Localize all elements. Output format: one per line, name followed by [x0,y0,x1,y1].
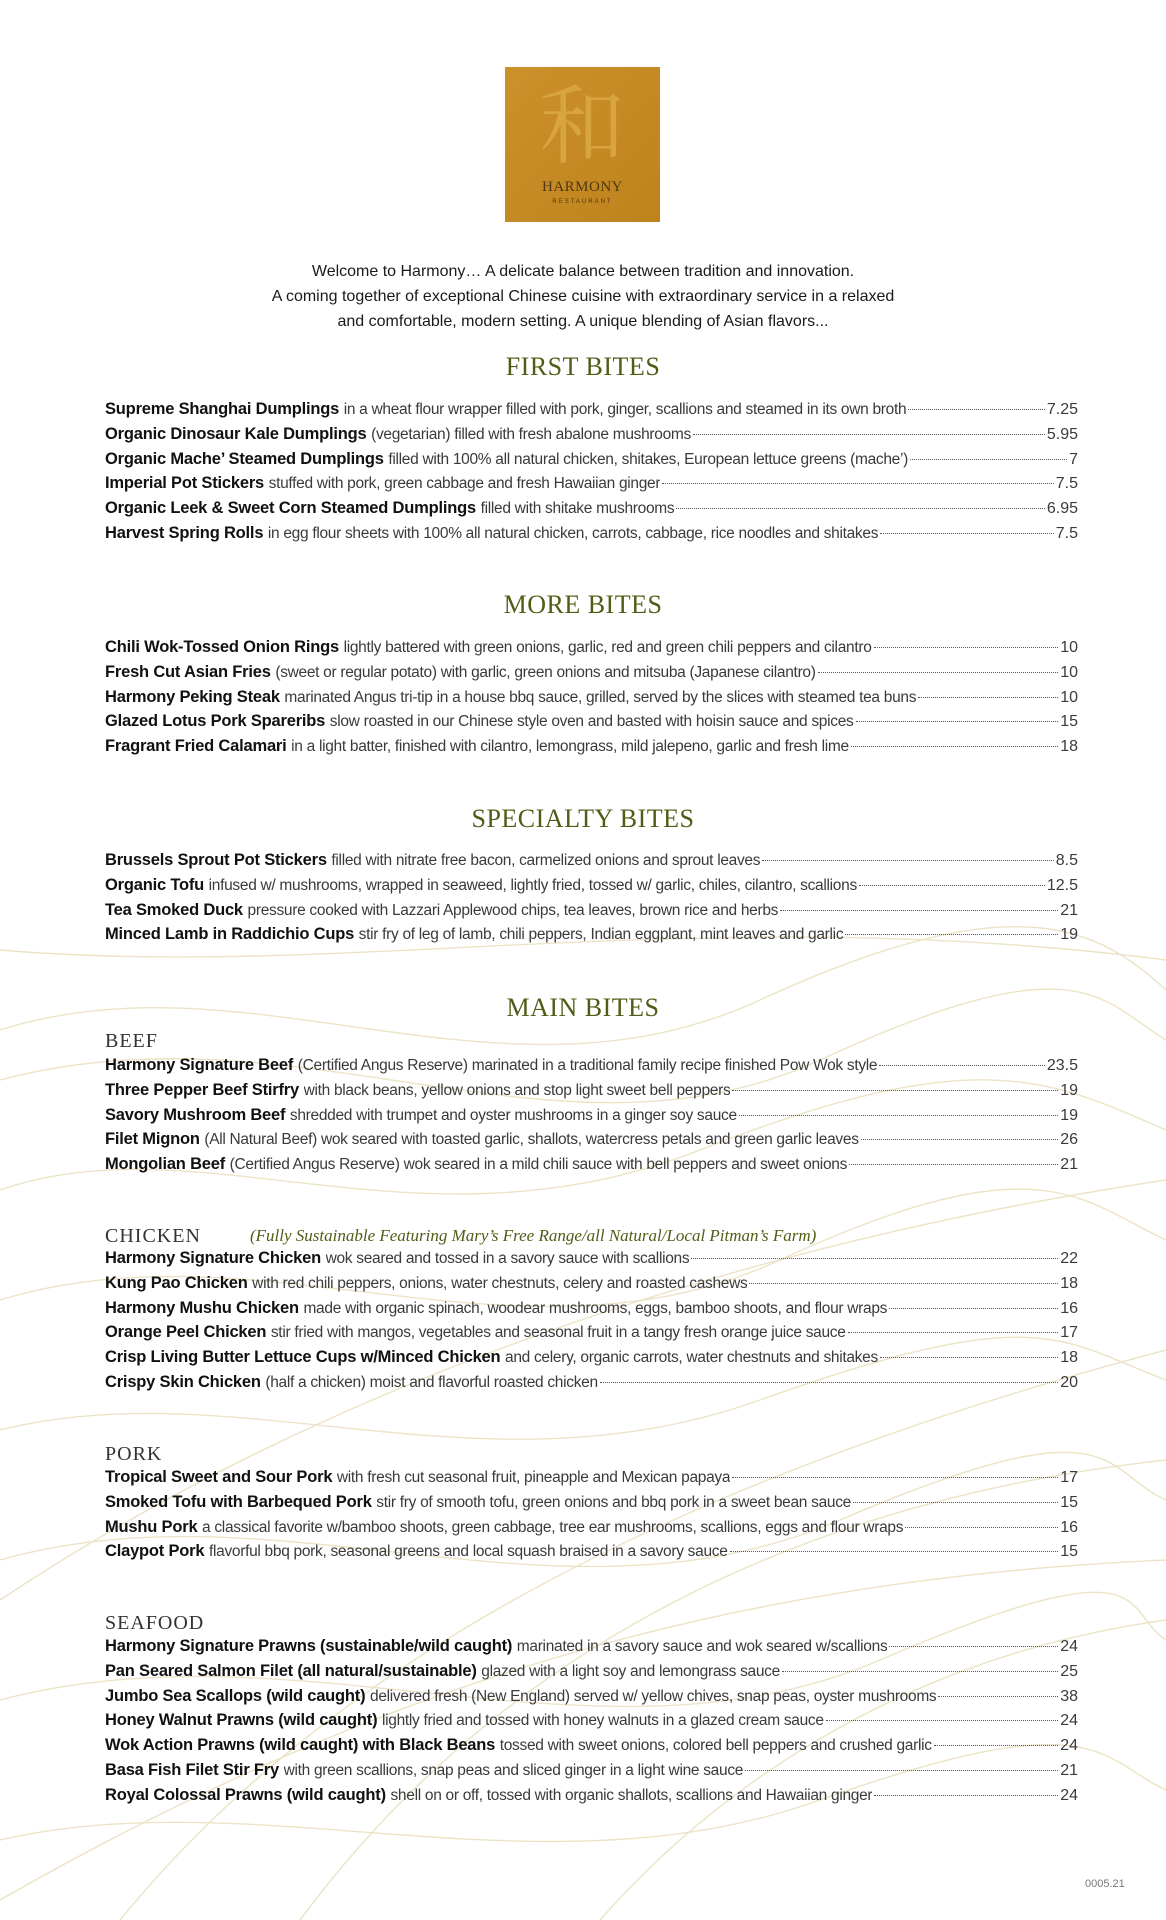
menu-item [105,1323,1078,1348]
more-bites-list [105,638,1078,762]
menu-item-name: Supreme Shanghai Dumplings [105,400,340,418]
seafood-list [105,1637,1078,1811]
menu-item-name: Tropical Sweet and Sour Pork [105,1468,333,1486]
section-title-main-bites: MAIN BITES [506,993,660,1022]
dot-leader [600,1382,1058,1383]
menu-item-name: Organic Dinosaur Kale Dumplings [105,424,367,443]
menu-item-description: a classical favorite w/bamboo shoots, green cabbage, tree ear mushrooms, scallions, eggs and flour wraps [202,1518,904,1536]
menu-item-name: Orange Peel Chicken [105,1323,267,1342]
menu-item-name: Harmony Signature Beef [105,1056,294,1074]
subsection-title-beef: BEEF [105,1030,158,1052]
menu-item-name: Mongolian Beef [105,1155,226,1174]
dot-leader [874,1795,1058,1796]
subsection-title-seafood: SEAFOOD [105,1612,205,1634]
menu-item-name: Harvest Spring Rolls [105,523,264,542]
menu-item-price: 17 [1060,1324,1078,1342]
menu-item [105,1736,1078,1761]
menu-item [105,712,1078,737]
menu-item [105,1637,1078,1662]
first-bites-list [105,400,1078,549]
menu-item [105,400,1078,425]
menu-item-description: in a light batter, finished with cilantro, lemongrass, mild jalepeno, garlic and fresh lime [291,738,849,756]
menu-item-name: Jumbo Sea Scallops (wild caught) [105,1686,366,1705]
menu-item-name: Minced Lamb in Raddichio Cups [105,925,355,944]
menu-item-price: 21 [1060,901,1078,919]
menu-item-price: 7.5 [1055,524,1078,542]
logo-subtitle: RESTAURANT [552,199,613,205]
specialty-bites-list [105,851,1078,950]
menu-item-price: 18 [1060,1349,1078,1367]
chicken-sourcing-note: (Fully Sustainable Featuring Mary’s Free Range/all Natural/Local Pitman’s Farm) [250,1226,817,1245]
menu-item-price: 7.5 [1055,475,1078,493]
dot-leader [818,672,1059,673]
menu-item-price: 16 [1060,1299,1078,1317]
menu-item-name: Organic Mache’ Steamed Dumplings [105,449,384,468]
subsection-title-chicken: CHICKEN [105,1225,201,1247]
menu-item-price: 20 [1060,1373,1078,1391]
dot-leader [861,1139,1059,1140]
menu-item-name: Crispy Skin Chicken [105,1372,261,1391]
menu-item [105,1711,1078,1736]
menu-item-description: shell on or off, tossed with organic shallots, scallions and Hawaiian ginger [390,1786,873,1804]
menu-item-price: 16 [1060,1518,1078,1536]
menu-item [105,901,1078,926]
menu-item-price: 15 [1060,1543,1078,1561]
menu-item-description: slow roasted in our Chinese style oven and basted with hoisin sauce and spices [329,713,854,731]
menu-item-description: flavorful bbq pork, seasonal greens and local squash braised in a savory sauce [208,1543,728,1561]
menu-item-name: Tea Smoked Duck [105,900,243,919]
dot-leader [880,1357,1058,1358]
dot-leader [693,434,1045,435]
menu-item-name: Brussels Sprout Pot Stickers [105,851,327,869]
section-title-specialty-bites: SPECIALTY BITES [471,804,695,833]
menu-item-price: 15 [1060,1493,1078,1511]
section-title-more-bites: MORE BITES [503,590,663,619]
dot-leader [879,1065,1045,1066]
menu-item-name: Harmony Peking Steak [105,687,280,706]
dot-leader [782,1671,1058,1672]
menu-item [105,1056,1078,1081]
menu-item-description: delivered fresh (New England) served w/ yellow chives, snap peas, oyster mushrooms [370,1687,937,1705]
menu-item-name: Royal Colossal Prawns (wild caught) [105,1785,386,1804]
menu-item-price: 5.95 [1046,425,1078,443]
menu-item-price: 10 [1060,688,1078,706]
menu-item-name: Wok Action Prawns (wild caught) with Black Beans [105,1736,496,1755]
menu-item-name: Smoked Tofu with Barbequed Pork [105,1492,372,1511]
intro-line: Welcome to Harmony… A delicate balance between tradition and innovation. [311,263,855,280]
footer-code: 0005.21 [1085,1878,1125,1890]
menu-item-description: filled with nitrate free bacon, carmelized onions and sprout leaves [331,852,761,869]
subsection-title-pork: PORK [105,1443,163,1465]
intro-line: A coming together of exceptional Chinese cuisine with extraordinary service in a relaxed [271,288,895,305]
dot-leader [853,1502,1058,1503]
menu-item-description: (half a chicken) moist and flavorful roasted chicken [265,1373,598,1391]
menu-item-description: filled with shitake mushrooms [480,500,675,518]
menu-item [105,1373,1078,1398]
menu-item [105,737,1078,762]
menu-item [105,1786,1078,1811]
menu-item-name: Pan Seared Salmon Filet (all natural/sustainable) [105,1661,477,1680]
menu-item [105,1249,1078,1274]
menu-item-price: 19 [1060,1081,1078,1099]
dot-leader [732,1090,1058,1091]
logo-character: 和 [539,77,626,177]
menu-item-description: with fresh cut seasonal fruit, pineapple and Mexican papaya [336,1469,731,1486]
menu-item-name: Harmony Signature Chicken [105,1249,321,1267]
intro-line: and comfortable, modern setting. A unique blending of Asian flavors... [337,313,829,330]
menu-item-price: 24 [1060,1638,1078,1655]
menu-item-name: Harmony Signature Prawns (sustainable/wild caught) [105,1637,513,1655]
menu-item [105,1348,1078,1373]
pork-list [105,1468,1078,1567]
menu-item-description: (vegetarian) filled with fresh abalone mushrooms [371,425,691,443]
menu-item-price: 18 [1060,738,1078,756]
menu-item-description: marinated in a savory sauce and wok seared w/scallions [516,1638,888,1655]
menu-item-price: 15 [1060,713,1078,731]
menu-item [105,638,1078,663]
dot-leader [938,1696,1058,1697]
menu-item [105,1081,1078,1106]
dot-leader [880,533,1054,534]
menu-item [105,1493,1078,1518]
welcome-intro [183,259,983,334]
menu-item-description: with red chili peppers, onions, water chestnuts, celery and roasted cashews [252,1274,748,1292]
menu-item-price: 26 [1060,1131,1078,1149]
menu-item [105,1542,1078,1567]
menu-item [105,1274,1078,1299]
dot-leader [762,860,1054,861]
dot-leader [851,746,1058,747]
menu-item-price: 23.5 [1046,1057,1078,1074]
menu-item [105,1299,1078,1324]
dot-leader [826,1720,1059,1721]
menu-item-price: 7.25 [1046,401,1078,418]
menu-item-price: 10 [1060,639,1078,656]
menu-item-description: stir fry of smooth tofu, green onions and bbq pork in a sweet bean sauce [376,1493,851,1511]
dot-leader [845,934,1058,935]
menu-item-description: stuffed with pork, green cabbage and fresh Hawaiian ginger [268,475,661,493]
menu-item-price: 24 [1060,1786,1078,1804]
menu-item-price: 6.95 [1046,500,1078,518]
menu-item [105,450,1078,475]
menu-item-name: Glazed Lotus Pork Spareribs [105,712,326,731]
menu-item-name: Filet Mignon [105,1130,200,1149]
beef-list [105,1056,1078,1180]
menu-item-description: (sweet or regular potato) with garlic, green onions and mitsuba (Japanese cilantro) [275,663,816,681]
dot-leader [905,1527,1058,1528]
menu-item [105,876,1078,901]
menu-item-name: Fresh Cut Asian Fries [105,662,271,681]
dot-leader [918,697,1058,698]
menu-item-price: 38 [1060,1687,1078,1705]
menu-item [105,1106,1078,1131]
menu-item [105,1662,1078,1687]
dot-leader [908,409,1045,410]
menu-item-price: 22 [1060,1250,1078,1267]
menu-item [105,1130,1078,1155]
menu-item-name: Claypot Pork [105,1542,205,1561]
dot-leader [910,459,1067,460]
dot-leader [889,1308,1058,1309]
menu-item-description: with black beans, yellow onions and stop light sweet bell peppers [303,1081,731,1099]
menu-item [105,1468,1078,1493]
dot-leader [780,910,1058,911]
menu-item-price: 17 [1060,1469,1078,1486]
menu-item-name: Mushu Pork [105,1517,198,1536]
dot-leader [739,1115,1058,1116]
menu-item-name: Fragrant Fried Calamari [105,737,287,756]
menu-item [105,851,1078,876]
menu-item-name: Harmony Mushu Chicken [105,1298,299,1317]
menu-item-description: (Certified Angus Reserve) wok seared in a mild chili sauce with bell peppers and sweet onions [229,1156,848,1174]
logo-name: HARMONY [541,179,623,195]
menu-item-price: 7 [1069,450,1078,468]
menu-item-description: stir fry of leg of lamb, chili peppers, Indian eggplant, mint leaves and garlic [358,926,844,944]
menu-item [105,499,1078,524]
menu-item [105,1155,1078,1180]
dot-leader [749,1283,1058,1284]
menu-item-price: 25 [1060,1662,1078,1680]
menu-item-description: filled with 100% all natural chicken, shitakes, European lettuce greens (mache’) [388,450,909,468]
dot-leader [662,483,1054,484]
menu-item-name: Kung Pao Chicken [105,1273,248,1292]
menu-item-name: Imperial Pot Stickers [105,474,265,493]
dot-leader [934,1745,1058,1746]
menu-item [105,925,1078,950]
dot-leader [856,721,1059,722]
menu-item-name: Chili Wok-Tossed Onion Rings [105,638,339,656]
menu-item-description: (Certified Angus Reserve) marinated in a traditional family recipe finished Pow Wok style [297,1057,878,1074]
menu-item-name: Organic Leek & Sweet Corn Steamed Dumplings [105,499,476,518]
dot-leader [732,1477,1058,1478]
dot-leader [691,1258,1058,1259]
menu-item-price: 18 [1060,1274,1078,1292]
menu-item-description: made with organic spinach, woodear mushrooms, eggs, bamboo shoots, and flour wraps [303,1299,888,1317]
menu-item-description: glazed with a light soy and lemongrass sauce [481,1662,780,1680]
menu-item-description: shredded with trumpet and oyster mushrooms in a ginger soy sauce [289,1106,737,1124]
dot-leader [745,1770,1058,1771]
menu-item-name: Organic Tofu [105,875,205,894]
menu-item-description: lightly battered with green onions, garlic, red and green chili peppers and cilantro [343,639,872,656]
dot-leader [859,885,1045,886]
menu-item [105,474,1078,499]
menu-item-description: wok seared and tossed in a savory sauce with scallions [325,1250,690,1267]
menu-item-description: in a wheat flour wrapper filled with pork, ginger, scallions and steamed in its own broth [343,401,907,418]
menu-item-price: 21 [1060,1156,1078,1174]
menu-item-name: Honey Walnut Prawns (wild caught) [105,1711,378,1730]
menu-item [105,524,1078,549]
menu-item-description: pressure cooked with Lazzari Applewood chips, tea leaves, brown rice and herbs [247,901,779,919]
dot-leader [874,647,1059,648]
section-title-first-bites: FIRST BITES [505,352,661,381]
menu-item-price: 12.5 [1046,876,1078,894]
menu-item [105,688,1078,713]
menu-item-price: 24 [1060,1737,1078,1755]
dot-leader [730,1551,1059,1552]
menu-item-description: and celery, organic carrots, water chestnuts and shitakes [505,1349,878,1367]
menu-item-description: with green scallions, snap peas and sliced ginger in a light wine sauce [283,1761,744,1779]
menu-item-description: tossed with sweet onions, colored bell peppers and crushed garlic [499,1737,932,1755]
menu-item-price: 19 [1060,1106,1078,1124]
menu-item [105,425,1078,450]
dot-leader [676,508,1045,509]
dot-leader [848,1332,1059,1333]
menu-item-name: Crisp Living Butter Lettuce Cups w/Minced Chicken [105,1348,501,1367]
menu-item-price: 19 [1060,926,1078,944]
dot-leader [849,1164,1058,1165]
menu-item-description: lightly fried and tossed with honey walnuts in a glazed cream sauce [381,1712,824,1730]
menu-item-name: Three Pepper Beef Stirfry [105,1080,299,1099]
menu-item-price: 10 [1060,663,1078,681]
menu-item-name: Savory Mushroom Beef [105,1105,286,1124]
menu-item-price: 8.5 [1055,852,1078,869]
menu-item-name: Basa Fish Filet Stir Fry [105,1760,280,1779]
harmony-logo [505,67,660,222]
menu-item-price: 24 [1060,1712,1078,1730]
menu-item [105,1761,1078,1786]
menu-item [105,1518,1078,1543]
menu-item-description: stir fried with mangos, vegetables and seasonal fruit in a tangy fresh orange juice sauce [270,1324,846,1342]
menu-item [105,663,1078,688]
menu-item [105,1687,1078,1712]
menu-item-description: (All Natural Beef) wok seared with toasted garlic, shallots, watercress petals and green garlic leaves [204,1131,859,1149]
menu-item-description: infused w/ mushrooms, wrapped in seaweed, lightly fried, tossed w/ garlic, chiles, cilantro, scallions [208,876,857,894]
menu-item-description: marinated Angus tri-tip in a house bbq sauce, grilled, served by the slices with steamed tea buns [284,688,917,706]
chicken-list [105,1249,1078,1398]
dot-leader [889,1646,1058,1647]
menu-item-price: 21 [1060,1761,1078,1779]
menu-item-description: in egg flour sheets with 100% all natural chicken, carrots, cabbage, rice noodles and shitakes [267,524,879,542]
